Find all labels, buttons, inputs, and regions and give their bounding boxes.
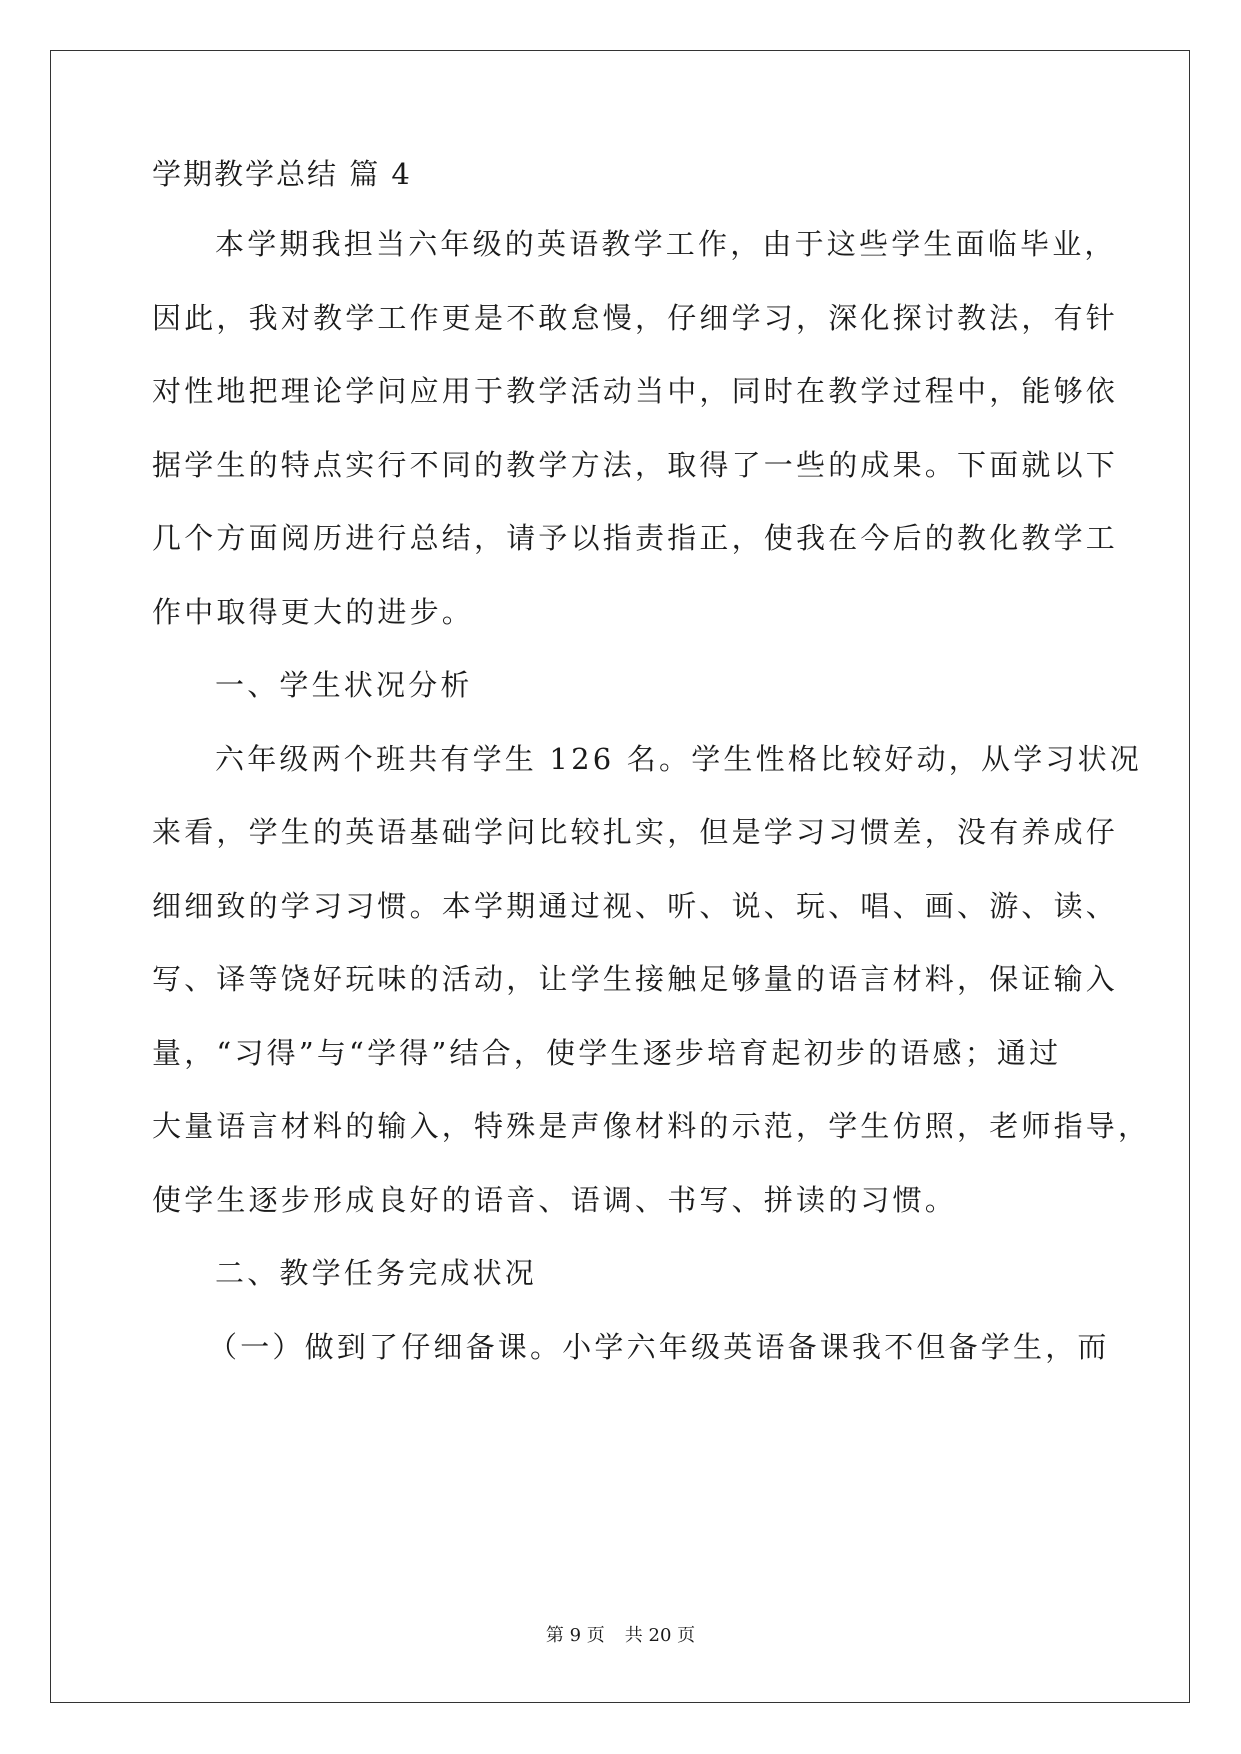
section-heading: 二、教学任务完成状况: [215, 1256, 538, 1290]
paragraph-line: 来看，学生的英语基础学问比较扎实，但是学习习惯差，没有养成仔: [152, 815, 1119, 849]
page-footer: [0, 1624, 1241, 1648]
paragraph-line: 写、译等饶好玩味的活动，让学生接触足够量的语言材料，保证输入: [152, 962, 1119, 996]
paragraph-line: 因此，我对教学工作更是不敢怠慢，仔细学习，深化探讨教法，有针: [152, 301, 1119, 335]
total-page-count: 共 20 页: [624, 1625, 696, 1646]
paragraph-line: 使学生逐步形成良好的语音、语调、书写、拼读的习惯。: [152, 1183, 958, 1217]
document-heading: 学期教学总结 篇 4: [152, 157, 412, 191]
paragraph-line: 几个方面阅历进行总结，请予以指责指正，使我在今后的教化教学工: [152, 521, 1119, 555]
paragraph-line: 细细致的学习习惯。本学期通过视、听、说、玩、唱、画、游、读、: [152, 889, 1119, 923]
paragraph-line: （一）做到了仔细备课。小学六年级英语备课我不但备学生，而: [208, 1330, 1110, 1364]
paragraph-line: 六年级两个班共有学生 126 名。学生性格比较好动，从学习状况: [215, 742, 1142, 776]
paragraph-line: 量，“习得”与“学得”结合，使学生逐步培育起初步的语感；通过: [152, 1036, 1062, 1070]
paragraph-line: 大量语言材料的输入，特殊是声像材料的示范，学生仿照，老师指导，: [152, 1109, 1151, 1143]
section-heading: 一、学生状况分析: [215, 668, 473, 702]
paragraph-line: 据学生的特点实行不同的教学方法，取得了一些的成果。下面就以下: [152, 448, 1119, 482]
paragraph-line: 对性地把理论学问应用于教学活动当中，同时在教学过程中，能够依: [152, 374, 1119, 408]
current-page-number: 第 9 页: [545, 1625, 605, 1646]
paragraph-line: 作中取得更大的进步。: [152, 595, 475, 629]
paragraph-line: 本学期我担当六年级的英语教学工作，由于这些学生面临毕业，: [215, 227, 1117, 261]
